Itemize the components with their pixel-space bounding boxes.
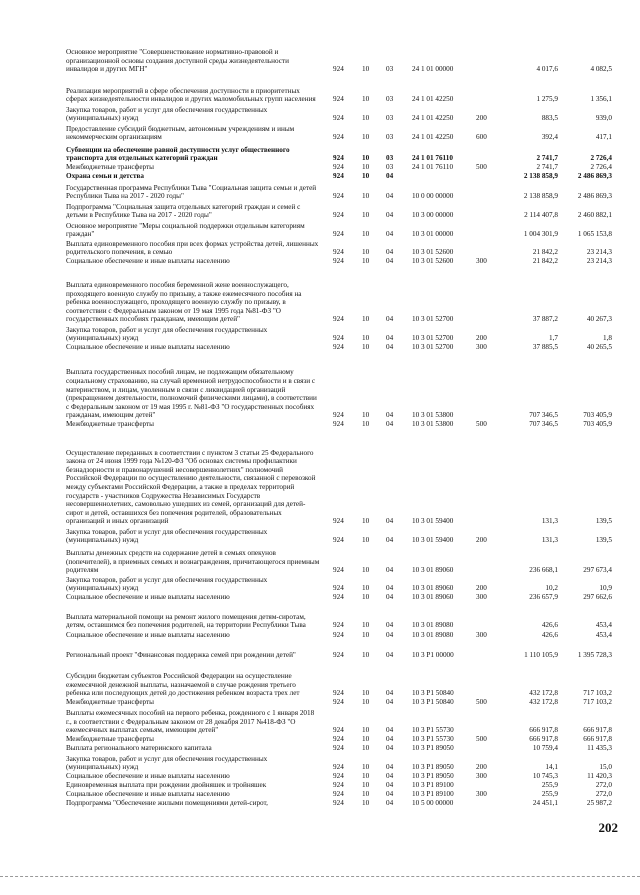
- table-row: [0, 768, 640, 808]
- cell-csr: 10 5 00 00000: [412, 799, 454, 808]
- cell-min: 924: [333, 114, 344, 123]
- cell-min: 924: [333, 192, 344, 201]
- cell-v2: 2 726,4: [590, 163, 612, 172]
- cell-v2: 417,1: [595, 133, 612, 142]
- cell-csr: 10 3 P1 89100: [412, 790, 454, 799]
- cell-min: 924: [333, 65, 344, 74]
- cell-name: Осуществление переданных в соответствии с пунктом 3 статьи 25 Федерального закона от 24 июня 1999 года №120-ФЗ "Об основах системы профилактики безнадзорности и правонарушений несовершеннолетних" полномочий Российской Федерации по осуществлению деятельности, связанной с перевозкой между субъектами Российской Федерации, а также в пределах территорий государств - участников Содружества Независимых Государств несовершеннолетних, самовольно ушедших из семей, организаций для детей-сирот и детей, оставшихся без попечения родителей, образовательных организаций и иных организаций: [66, 448, 316, 526]
- cell-v1: 432 172,8: [529, 698, 558, 707]
- cell-v1: 10,2: [545, 584, 558, 593]
- cell-v1: 24 451,1: [532, 799, 558, 808]
- table-row: [0, 226, 640, 266]
- cell-v2: 23 214,3: [586, 257, 612, 266]
- cell-rz: 10: [362, 593, 370, 602]
- cell-pr: 04: [386, 172, 394, 181]
- cell-csr: 10 3 01 00000: [412, 230, 454, 239]
- cell-min: 924: [333, 631, 344, 640]
- cell-name: Государственная программа Республики Тыва "Социальная защита семьи и детей Республики Тыва на 2017 - 2020 годы": [66, 183, 317, 201]
- cell-v2: 23 214,3: [586, 248, 612, 257]
- cell-v1: 666 917,8: [529, 726, 558, 735]
- cell-v1: 4 017,6: [536, 65, 558, 74]
- cell-min: 924: [333, 584, 344, 593]
- cell-name: Социальное обеспечение и иные выплаты населению: [66, 790, 230, 799]
- cell-v2: 40 267,3: [586, 315, 612, 324]
- cell-rz: 10: [362, 698, 370, 707]
- cell-rz: 10: [362, 799, 370, 808]
- cell-vr: 600: [476, 133, 487, 142]
- cell-pr: 03: [386, 95, 394, 104]
- cell-rz: 10: [362, 163, 370, 172]
- cell-csr: 10 3 01 53800: [412, 411, 454, 420]
- cell-csr: 10 3 01 52600: [412, 248, 454, 257]
- cell-v2: 717 103,2: [583, 689, 612, 698]
- cell-v1: 426,6: [541, 631, 558, 640]
- cell-v1: 10 759,4: [532, 744, 558, 753]
- cell-pr: 04: [386, 726, 394, 735]
- cell-csr: 10 3 01 89080: [412, 621, 454, 630]
- cell-v1: 255,9: [541, 781, 558, 790]
- cell-v2: 2 726,4: [590, 154, 612, 163]
- cell-min: 924: [333, 343, 344, 352]
- cell-rz: 10: [362, 584, 370, 593]
- cell-rz: 10: [362, 631, 370, 640]
- cell-csr: 10 3 P1 89050: [412, 763, 454, 772]
- table-row: [0, 620, 640, 660]
- cell-name: Закупка товаров, работ и услуг для обеспечения государственных (муниципальных) нужд: [66, 527, 268, 545]
- cell-rz: 10: [362, 230, 370, 239]
- cell-rz: 10: [362, 154, 370, 163]
- cell-rz: 10: [362, 343, 370, 352]
- cell-vr: 200: [476, 763, 487, 772]
- cell-rz: 10: [362, 536, 370, 545]
- cell-pr: 03: [386, 114, 394, 123]
- cell-v1: 10 745,3: [532, 772, 558, 781]
- cell-min: 924: [333, 621, 344, 630]
- cell-rz: 10: [362, 257, 370, 266]
- cell-name: Социальное обеспечение и иные выплаты населению: [66, 772, 230, 781]
- cell-rz: 10: [362, 172, 370, 181]
- cell-name: Межбюджетные трансферты: [66, 735, 154, 744]
- cell-rz: 10: [362, 726, 370, 735]
- cell-min: 924: [333, 689, 344, 698]
- cell-v1: 883,5: [541, 114, 558, 123]
- cell-csr: 10 3 01 59400: [412, 517, 454, 526]
- cell-csr: 24 1 01 76110: [412, 154, 453, 163]
- cell-csr: 10 3 P1 89050: [412, 744, 454, 753]
- cell-csr: 10 3 00 00000: [412, 211, 454, 220]
- cell-vr: 500: [476, 698, 487, 707]
- cell-min: 924: [333, 411, 344, 420]
- cell-pr: 03: [386, 163, 394, 172]
- cell-min: 924: [333, 763, 344, 772]
- cell-min: 924: [333, 163, 344, 172]
- cell-v1: 21 842,2: [532, 248, 558, 257]
- cell-min: 924: [333, 95, 344, 104]
- cell-csr: 24 1 01 76110: [412, 163, 454, 172]
- cell-csr: 10 3 01 52600: [412, 257, 454, 266]
- cell-name: Выплаты ежемесячных пособий на первого ребенка, рожденного с 1 января 2018 г., в соответствии с Федеральным законом от 28 декабря 2017 №418-ФЗ "О ежемесячных выплатах семьям, имеющим детей": [66, 709, 315, 735]
- cell-min: 924: [333, 211, 344, 220]
- cell-pr: 04: [386, 621, 394, 630]
- cell-name: Региональный проект "Финансовая поддержка семей при рождении детей": [66, 651, 296, 660]
- cell-v2: 717 103,2: [583, 698, 612, 707]
- cell-rz: 10: [362, 65, 370, 74]
- cell-csr: 10 3 01 89060: [412, 566, 454, 575]
- cell-rz: 10: [362, 133, 370, 142]
- cell-pr: 04: [386, 781, 394, 790]
- cell-v1: 131,3: [541, 536, 558, 545]
- page-bottom-divider: [0, 876, 640, 877]
- cell-v2: 666 917,8: [583, 735, 612, 744]
- cell-v1: 2 741,7: [536, 154, 558, 163]
- cell-csr: 10 3 01 89060: [412, 584, 454, 593]
- cell-rz: 10: [362, 735, 370, 744]
- cell-v2: 10,9: [599, 584, 612, 593]
- cell-v2: 1,8: [603, 334, 612, 343]
- cell-vr: 300: [476, 343, 487, 352]
- cell-v2: 11 435,3: [587, 744, 612, 753]
- cell-rz: 10: [362, 763, 370, 772]
- cell-vr: 300: [476, 790, 487, 799]
- cell-pr: 04: [386, 343, 394, 352]
- cell-v2: 11 420,3: [587, 772, 612, 781]
- cell-csr: 10 3 01 52700: [412, 343, 454, 352]
- cell-v1: 426,6: [541, 621, 558, 630]
- cell-v2: 1 356,1: [590, 95, 612, 104]
- cell-csr: 24 1 01 42250: [412, 114, 454, 123]
- cell-min: 924: [333, 772, 344, 781]
- cell-rz: 10: [362, 566, 370, 575]
- cell-pr: 03: [386, 65, 394, 74]
- cell-min: 924: [333, 536, 344, 545]
- cell-rz: 10: [362, 744, 370, 753]
- cell-pr: 04: [386, 744, 394, 753]
- cell-csr: 10 3 P1 55730: [412, 735, 454, 744]
- cell-v2: 272,0: [595, 790, 612, 799]
- cell-name: Предоставление субсидий бюджетным, автономным учреждениям и иным некоммерческим организациям: [66, 124, 295, 142]
- cell-rz: 10: [362, 192, 370, 201]
- cell-csr: 10 3 01 59400: [412, 536, 454, 545]
- cell-min: 924: [333, 593, 344, 602]
- cell-v1: 1 275,9: [536, 95, 558, 104]
- cell-v1: 37 887,2: [532, 315, 558, 324]
- cell-v2: 15,0: [599, 763, 612, 772]
- cell-name: Закупка товаров, работ и услуг для обеспечения государственных (муниципальных) нужд: [66, 325, 268, 343]
- cell-rz: 10: [362, 211, 370, 220]
- cell-pr: 04: [386, 763, 394, 772]
- cell-pr: 04: [386, 790, 394, 799]
- cell-vr: 200: [476, 584, 487, 593]
- cell-min: 924: [333, 726, 344, 735]
- cell-csr: 10 3 P1 89100: [412, 781, 454, 790]
- cell-csr: 10 3 P1 55730: [412, 726, 454, 735]
- cell-csr: 10 0 00 00000: [412, 192, 454, 201]
- cell-pr: 04: [386, 192, 394, 201]
- cell-v1: 666 917,8: [529, 735, 558, 744]
- cell-name: Выплата единовременного пособия при всех формах устройства детей, лишенных родительского попечения, в семью: [66, 239, 319, 257]
- cell-csr: 24 1 01 42250: [412, 95, 454, 104]
- cell-v2: 2 460 882,1: [577, 211, 612, 220]
- page-number: 202: [598, 820, 618, 835]
- cell-min: 924: [333, 735, 344, 744]
- cell-rz: 10: [362, 95, 370, 104]
- cell-name: Межбюджетные трансферты: [66, 698, 154, 707]
- cell-v1: 392,4: [541, 133, 558, 142]
- cell-v1: 236 668,1: [529, 566, 558, 575]
- cell-pr: 04: [386, 566, 394, 575]
- cell-rz: 10: [362, 651, 370, 660]
- cell-vr: 500: [476, 163, 487, 172]
- cell-csr: 10 3 P1 89050: [412, 772, 454, 781]
- cell-name: Межбюджетные трансферты: [66, 163, 154, 172]
- cell-v2: 2 486 869,3: [577, 192, 612, 201]
- cell-csr: 10 3 01 53800: [412, 420, 454, 429]
- cell-name: Подпрограмма "Социальная защита отдельных категорий граждан и семей с детьми в Республике Тыва на 2017 - 2020 годы": [66, 202, 301, 220]
- cell-vr: 200: [476, 334, 487, 343]
- cell-csr: 10 3 P1 00000: [412, 651, 454, 660]
- cell-vr: 500: [476, 420, 487, 429]
- cell-pr: 04: [386, 411, 394, 420]
- cell-rz: 10: [362, 689, 370, 698]
- cell-min: 924: [333, 334, 344, 343]
- cell-v2: 297 662,6: [583, 593, 612, 602]
- cell-v2: 297 673,4: [583, 566, 612, 575]
- cell-rz: 10: [362, 790, 370, 799]
- cell-min: 924: [333, 257, 344, 266]
- cell-vr: 200: [476, 114, 487, 123]
- cell-v1: 707 346,5: [529, 420, 558, 429]
- cell-v2: 139,5: [595, 517, 612, 526]
- cell-name: Выплата регионального материнского капитала: [66, 744, 212, 753]
- cell-csr: 10 3 P1 50840: [412, 689, 454, 698]
- cell-csr: 10 3 01 52700: [412, 315, 454, 324]
- cell-rz: 10: [362, 315, 370, 324]
- cell-pr: 04: [386, 689, 394, 698]
- cell-vr: 200: [476, 536, 487, 545]
- cell-pr: 04: [386, 257, 394, 266]
- cell-pr: 04: [386, 631, 394, 640]
- cell-vr: 300: [476, 593, 487, 602]
- cell-v2: 1 395 728,3: [577, 651, 612, 660]
- cell-name: Выплата единовременного пособия беременной жене военнослужащего, проходящего военную службу по призыву, а также ежемесячного пособия на ребенка военнослужащего, проходящего военную службу по призыву, в соответствии с Федеральным законом от 19 мая 1995 года №81-ФЗ "О государственных пособиях гражданам, имеющим детей": [66, 281, 302, 324]
- cell-v2: 666 917,8: [583, 726, 612, 735]
- cell-v1: 2 138 858,9: [523, 172, 558, 181]
- cell-name: Закупка товаров, работ и услуг для обеспечения государственных (муниципальных) нужд: [66, 754, 268, 772]
- cell-name: Выплаты денежных средств на содержание детей в семьях опекунов (попечителей), в приемных семьях и вознаграждения, причитающегося приемным родителям: [66, 549, 320, 575]
- cell-pr: 04: [386, 735, 394, 744]
- cell-pr: 04: [386, 334, 394, 343]
- cell-v2: 703 405,9: [583, 411, 612, 420]
- cell-v1: 2 741,7: [536, 163, 558, 172]
- cell-v2: 703 405,9: [583, 420, 612, 429]
- cell-name: Закупка товаров, работ и услуг для обеспечения государственных (муниципальных) нужд: [66, 575, 268, 593]
- cell-min: 924: [333, 744, 344, 753]
- cell-v1: 707 346,5: [529, 411, 558, 420]
- cell-min: 924: [333, 698, 344, 707]
- cell-v1: 21 842,2: [532, 257, 558, 266]
- cell-vr: 500: [476, 735, 487, 744]
- cell-v1: 1 004 301,9: [523, 230, 558, 239]
- cell-csr: 10 3 P1 50840: [412, 698, 454, 707]
- cell-name: Основное мероприятие "Меры социальной поддержки отдельным категориям граждан": [66, 221, 305, 239]
- cell-pr: 04: [386, 651, 394, 660]
- cell-pr: 04: [386, 593, 394, 602]
- cell-v1: 1,7: [549, 334, 558, 343]
- cell-min: 924: [333, 230, 344, 239]
- cell-name: Субвенции на обеспечение равной доступности услуг общественного транспорта для отдельных категорий граждан: [66, 145, 290, 163]
- cell-v2: 139,5: [595, 536, 612, 545]
- cell-pr: 04: [386, 230, 394, 239]
- cell-csr: 10 3 01 52700: [412, 334, 454, 343]
- cell-name: Субсидии бюджетам субъектов Российской Федерации на осуществление ежемесячной денежной выплаты, назначаемой в случае рождения третьего ребенка или последующих детей до достижения ребенком возраста трех лет: [66, 672, 300, 698]
- cell-rz: 10: [362, 517, 370, 526]
- cell-v2: 2 486 869,3: [577, 172, 612, 181]
- cell-v2: 453,4: [595, 621, 612, 630]
- cell-v2: 40 265,5: [586, 343, 612, 352]
- cell-rz: 10: [362, 334, 370, 343]
- cell-name: Социальное обеспечение и иные выплаты населению: [66, 593, 230, 602]
- cell-v1: 1 110 105,9: [524, 651, 558, 660]
- cell-csr: 10 3 01 89060: [412, 593, 454, 602]
- cell-name: Социальное обеспечение и иные выплаты населению: [66, 631, 230, 640]
- cell-rz: 10: [362, 420, 370, 429]
- cell-pr: 04: [386, 698, 394, 707]
- cell-min: 924: [333, 172, 344, 181]
- cell-pr: 04: [386, 584, 394, 593]
- cell-pr: 04: [386, 799, 394, 808]
- cell-vr: 300: [476, 257, 487, 266]
- cell-name: Реализация мероприятий в сфере обеспечения доступности в приоритетных сферах жизнедеятельности инвалидов и других маломобильных групп населения: [66, 86, 316, 104]
- cell-min: 924: [333, 517, 344, 526]
- cell-name: Подпрограмма "Обеспечение жилыми помещениями детей-сирот,: [66, 799, 268, 808]
- cell-pr: 04: [386, 248, 394, 257]
- table-row: [0, 389, 640, 429]
- cell-rz: 10: [362, 781, 370, 790]
- cell-v1: 255,9: [541, 790, 558, 799]
- cell-name: Единовременная выплата при рождении двойняшек и тройняшек: [66, 781, 267, 790]
- cell-name: Закупка товаров, работ и услуг для обеспечения государственных (муниципальных) нужд: [66, 105, 268, 123]
- cell-v2: 1 065 153,8: [577, 230, 612, 239]
- cell-min: 924: [333, 781, 344, 790]
- cell-v1: 2 138 858,9: [523, 192, 558, 201]
- cell-pr: 04: [386, 211, 394, 220]
- cell-pr: 03: [386, 154, 394, 163]
- cell-v2: 453,4: [595, 631, 612, 640]
- cell-pr: 04: [386, 517, 394, 526]
- cell-v1: 432 172,8: [529, 689, 558, 698]
- cell-min: 924: [333, 133, 344, 142]
- cell-rz: 10: [362, 114, 370, 123]
- cell-csr: 24 1 01 42250: [412, 133, 454, 142]
- cell-min: 924: [333, 799, 344, 808]
- cell-name: Социальное обеспечение и иные выплаты населению: [66, 257, 230, 266]
- cell-rz: 10: [362, 621, 370, 630]
- cell-rz: 10: [362, 248, 370, 257]
- cell-rz: 10: [362, 411, 370, 420]
- cell-min: 924: [333, 790, 344, 799]
- cell-v2: 25 987,2: [586, 799, 612, 808]
- cell-v2: 939,0: [595, 114, 612, 123]
- cell-v2: 4 082,5: [590, 65, 612, 74]
- cell-name: Охрана семьи и детства: [66, 172, 144, 181]
- cell-min: 924: [333, 154, 344, 163]
- cell-min: 924: [333, 420, 344, 429]
- cell-csr: 24 1 01 00000: [412, 65, 454, 74]
- cell-min: 924: [333, 651, 344, 660]
- cell-v1: 14,1: [545, 763, 558, 772]
- cell-v1: 37 885,5: [532, 343, 558, 352]
- cell-pr: 04: [386, 536, 394, 545]
- cell-name: Основное мероприятие "Совершенствование нормативно-правовой и организационной основы создания доступной среды жизнедеятельности инвалидов и других МГН": [66, 48, 289, 74]
- cell-csr: 10 3 01 89080: [412, 631, 454, 640]
- cell-v1: 2 114 407,8: [524, 211, 558, 220]
- cell-v1: 131,3: [541, 517, 558, 526]
- cell-name: Выплата материальной помощи на ремонт жилого помещения детям-сиротам, детям, оставшимся без попечения родителей, на территории Республики Тыва: [66, 612, 306, 630]
- cell-min: 924: [333, 248, 344, 257]
- cell-name: Выплата государственных пособий лицам, не подлежащим обязательному социальному страхованию, на случай временной нетрудоспособности и в связи с материнством, и лицам, уволенным в связи с ликвидацией организаций (прекращением деятельности, полномочий физическими лицами), в соответствии с Федеральным законом от 19 мая 1995 г. №81-ФЗ "О государственных пособиях гражданам, имеющим детей": [66, 368, 317, 420]
- cell-pr: 04: [386, 772, 394, 781]
- cell-name: Социальное обеспечение и иные выплаты населению: [66, 343, 230, 352]
- cell-v2: 272,0: [595, 781, 612, 790]
- cell-vr: 300: [476, 772, 487, 781]
- cell-v1: 236 657,9: [529, 593, 558, 602]
- cell-pr: 04: [386, 420, 394, 429]
- cell-rz: 10: [362, 772, 370, 781]
- table-row: [0, 312, 640, 352]
- cell-name: Межбюджетные трансферты: [66, 420, 154, 429]
- cell-min: 924: [333, 566, 344, 575]
- cell-pr: 04: [386, 315, 394, 324]
- cell-min: 924: [333, 315, 344, 324]
- cell-pr: 03: [386, 133, 394, 142]
- cell-vr: 300: [476, 631, 487, 640]
